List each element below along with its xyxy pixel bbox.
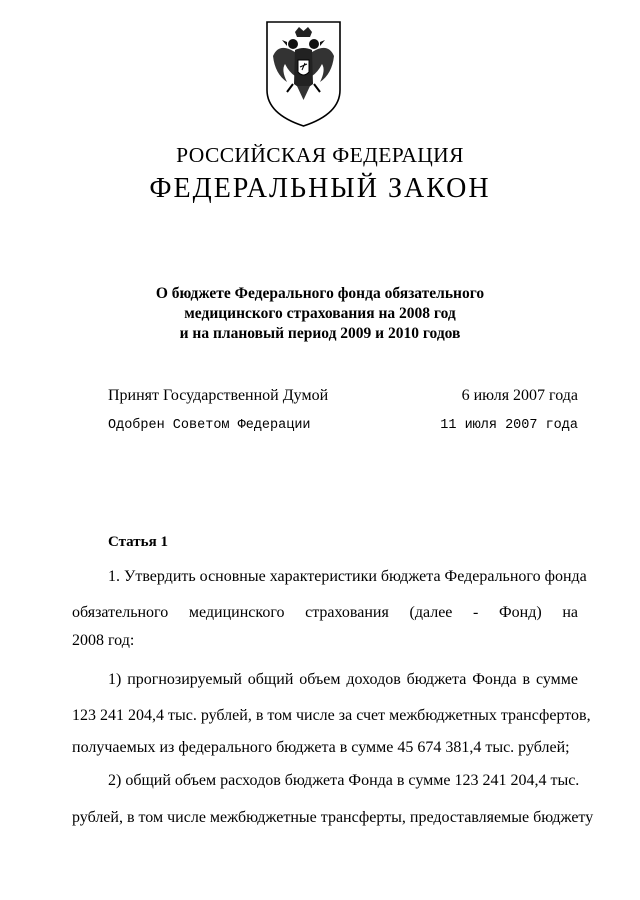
- title-line: О бюджете Федерального фонда обязательного: [155, 285, 485, 302]
- article-line: 2) общий объем расходов бюджета Фонда в сумме 123 241 204,4 тыс.: [108, 772, 580, 789]
- adoption-label: Принят Государственной Думой: [108, 387, 329, 404]
- article-heading: Статья 1: [108, 534, 168, 550]
- law-title: [0, 284, 640, 344]
- article-line: 1. Утвердить основные характеристики бюджета Федерального фонда: [108, 568, 587, 585]
- article-line: обязательного медицинского страхования (далее - Фонд) на: [72, 604, 578, 621]
- article-line: 2008 год:: [72, 632, 135, 649]
- title-line: и на плановый период 2009 и 2010 годов: [179, 325, 461, 342]
- article-line: 123 241 204,4 тыс. рублей, в том числе за счет межбюджетных трансфертов,: [72, 707, 591, 724]
- coat-of-arms-icon: [265, 20, 342, 128]
- adoption-label: Одобрен Советом Федерации: [108, 418, 311, 433]
- country-heading: РОССИЙСКАЯ ФЕДЕРАЦИЯ: [176, 143, 464, 167]
- article-line: рублей, в том числе межбюджетные трансферты, предоставляемые бюджету: [72, 809, 594, 826]
- adoption-date: 11 июля 2007 года: [440, 418, 578, 433]
- title-line: медицинского страхования на 2008 год: [184, 305, 456, 322]
- article-line: получаемых из федерального бюджета в сумме 45 674 381,4 тыс. рублей;: [72, 739, 570, 756]
- article-line: 1) прогнозируемый общий объем доходов бюджета Фонда в сумме: [108, 671, 578, 688]
- adoption-date: 6 июля 2007 года: [461, 387, 578, 404]
- document-type-heading: ФЕДЕРАЛЬНЫЙ ЗАКОН: [149, 173, 491, 204]
